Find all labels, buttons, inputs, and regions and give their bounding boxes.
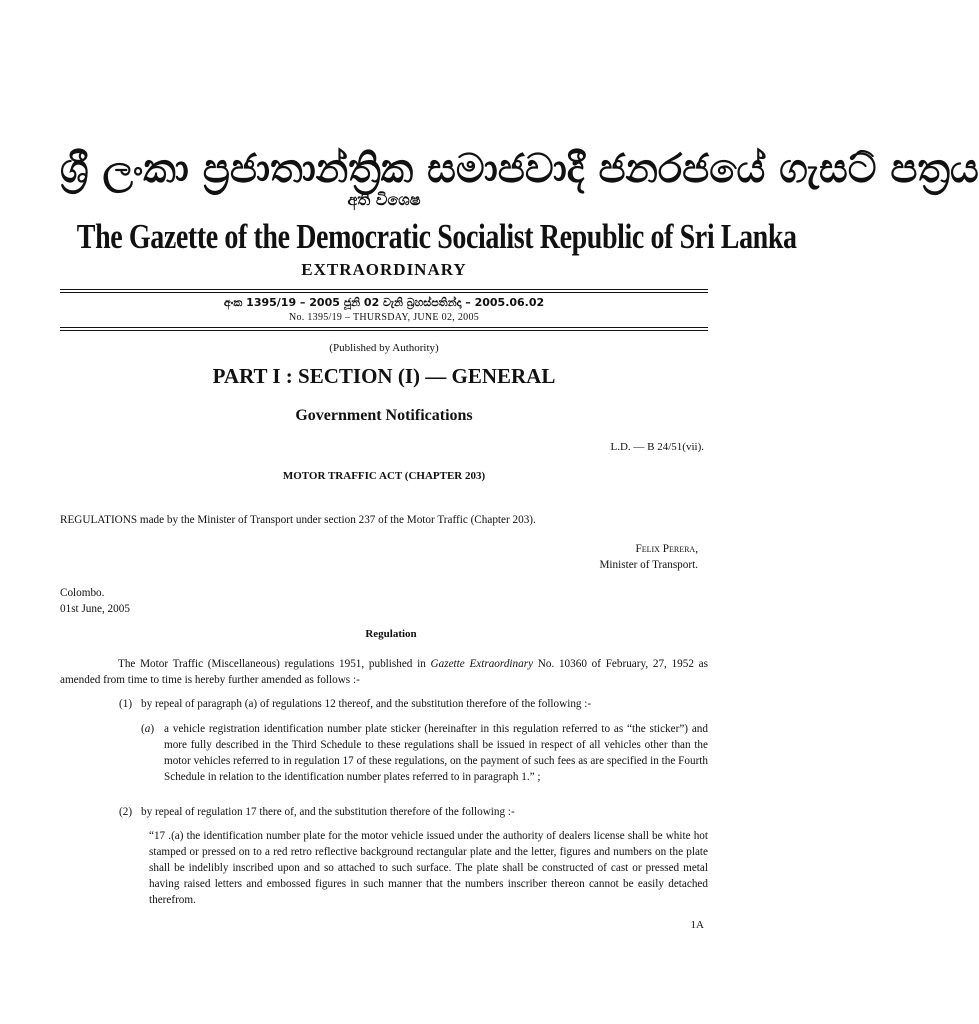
extraordinary-label: EXTRAORDINARY	[301, 260, 467, 279]
sinhala-gazette-title: ශ්‍රී ලංකා ප්‍රජාතාන්ත්‍රික සමාජවාදී ජනරජයේ ගැසට් පත්‍රය	[60, 146, 979, 192]
reference-number: L.D. — B 24/51(vii).	[610, 441, 704, 453]
gazette-reference: Gazette Extraordinary	[430, 658, 534, 670]
masthead-rule-top	[60, 289, 708, 290]
item-1-number: (1)	[119, 698, 133, 710]
english-gazette-title: The Gazette of the Democratic Socialist Republic of Sri Lanka	[76, 217, 797, 256]
item-2-number: (2)	[119, 806, 133, 818]
item-1-text: by repeal of paragraph (a) of regulations 12 thereof, and the substitution therefore of the following :-	[141, 698, 592, 710]
signatory-name: Felix Perera,	[635, 543, 698, 555]
place: Colombo.	[60, 587, 105, 599]
section-title: Government Notifications	[295, 407, 473, 424]
item-2-quoted-regulation: “17 .(a) the identification number plate for the motor vehicle issued under the authority of dealers license shall be white hot stamped or pressed on to a red retro reflective background rectangular plate and the letter, figures and numbers on the plate shall be indelibly inscribed upon and so attached to such surface. The plate shall be constructed of cast or pressed metal having raised letters and embossed figures in such manner that the numbers inscriber thereon cannot be easily detached therefrom.	[149, 830, 708, 906]
published-by-authority: (Published by Authority)	[329, 342, 439, 354]
regulation-heading: Regulation	[365, 628, 417, 640]
item-1a-label: (a)	[141, 723, 155, 735]
issue-line-english: No. 1395/19 – THURSDAY, JUNE 02, 2005	[288, 312, 480, 323]
page-number: 1A	[690, 919, 704, 931]
masthead-rule-top-2	[60, 292, 708, 293]
signatory	[599, 541, 698, 573]
place-and-date	[60, 585, 130, 617]
masthead-rule-bottom-2	[60, 330, 708, 331]
signatory-title: Minister of Transport.	[599, 559, 698, 571]
intro-text-cont: No. 10360 of February, 27, 1952 as amended from time to time is hereby further amended as follows :-	[60, 658, 708, 686]
masthead-rule-bottom	[60, 327, 708, 328]
item-1a-text: a vehicle registration identification number plate sticker (hereinafter in this regulation referred to as “the sticker”) and more fully described in the Third Schedule to these regulations shall be issued in respect of all vehicles other than the motor vehicles referred to in regulation 17 of these regulations, on the payment of such fees as are specified in the Fourth Schedule in relation to the identification number plates referred to in paragraph 1.” ;	[164, 723, 708, 783]
intro-paragraph	[60, 656, 708, 688]
act-title: MOTOR TRAFFIC ACT (CHAPTER 203)	[282, 470, 486, 482]
issue-line-sinhala: අංක 1395/19 – 2005 ජූනි 02 වැනි බ්‍රහස්පතින්දා – 2005.06.02	[223, 296, 545, 309]
sinhala-extraordinary-label: අති විශෙෂ	[347, 190, 421, 209]
item-2-text: by repeal of regulation 17 there of, and the substitution therefore of the following :-	[141, 806, 515, 818]
intro-text: The Motor Traffic (Miscellaneous) regulations 1951, published in	[118, 658, 431, 670]
date: 01st June, 2005	[60, 603, 130, 615]
part-title: PART I : SECTION (I) — GENERAL	[212, 364, 556, 388]
regulations-line: REGULATIONS made by the Minister of Transport under section 237 of the Motor Traffic (Chapter 203).	[60, 514, 536, 526]
